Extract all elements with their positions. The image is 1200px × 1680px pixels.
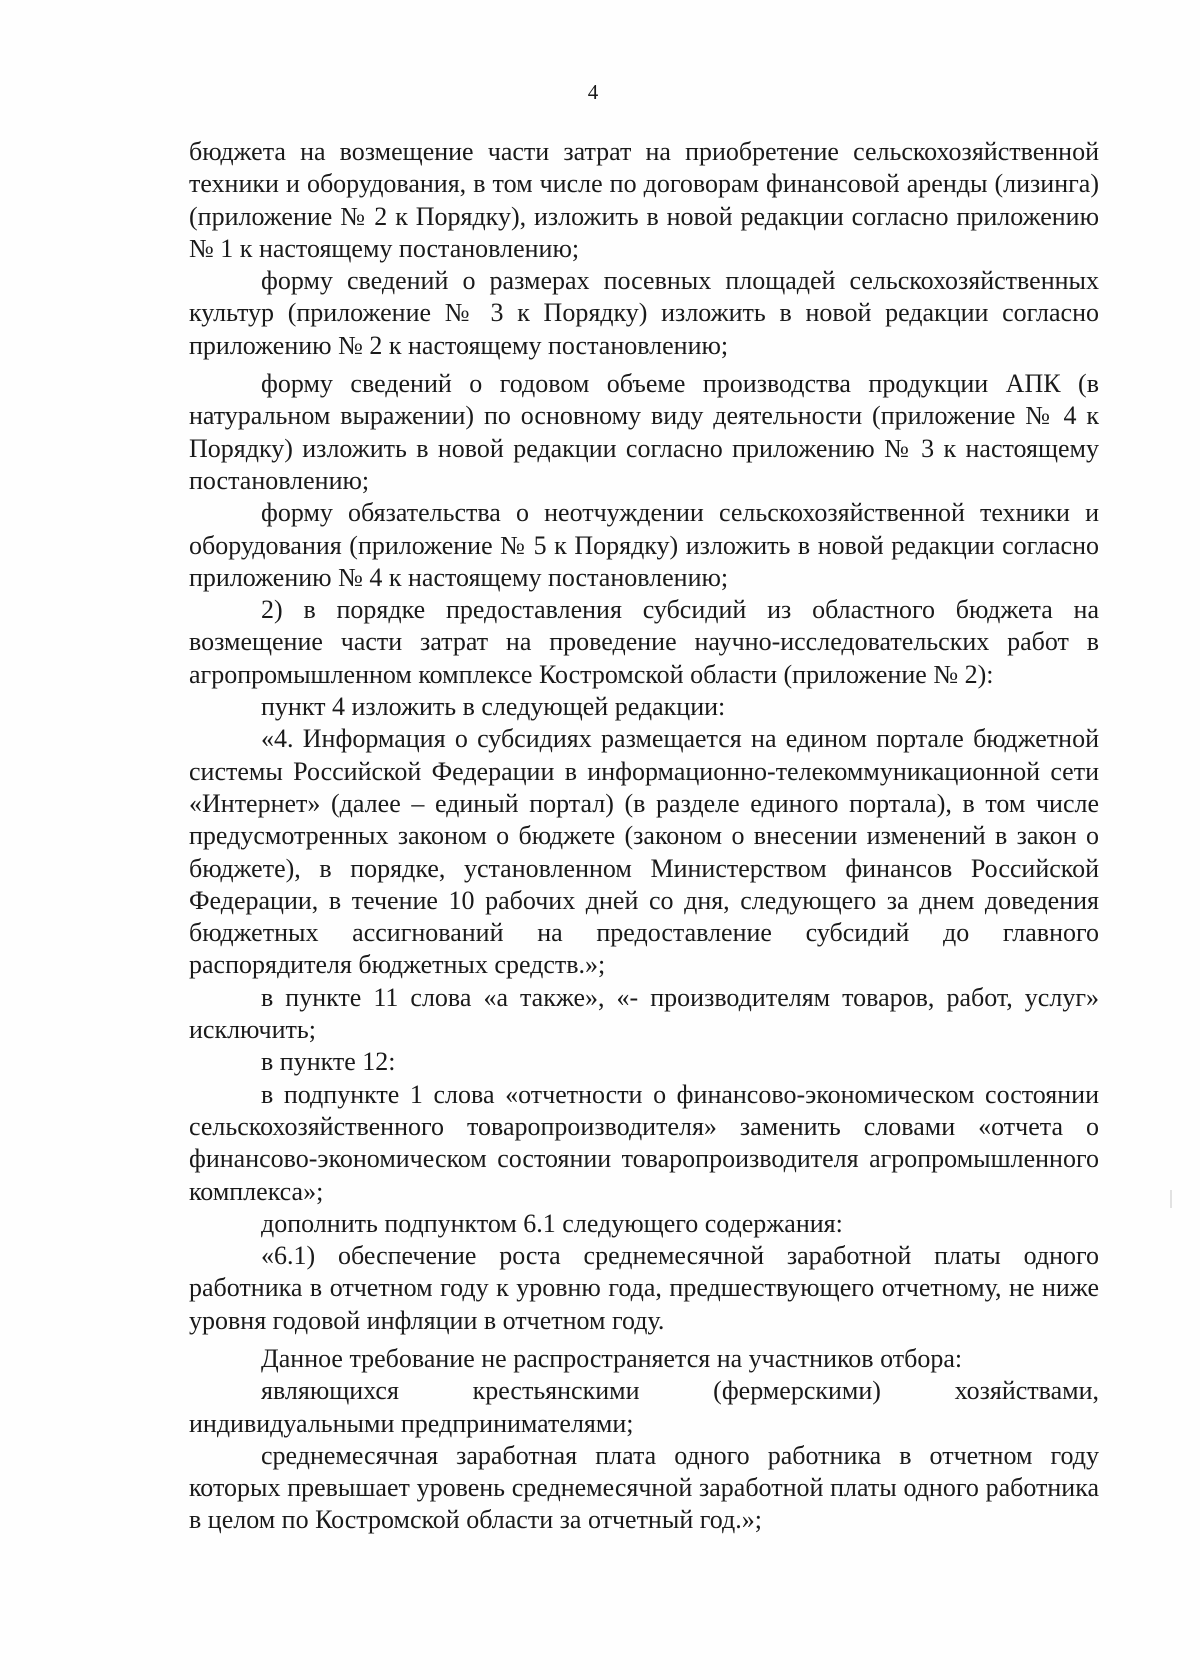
paragraph-1: бюджета на возмещение части затрат на приобретение сельскохозяйственной техники и оборудования, в том числе по договорам финансовой аренды (лизинга) (приложение № 2 к Порядку), изложить в новой редакции согласно приложению № 1 к настоящему постановлению;	[189, 137, 1099, 263]
paragraph-11: дополнить подпунктом 6.1 следующего содержания:	[261, 1208, 843, 1238]
paragraph-10: в подпункте 1 слова «отчетности о финансово-экономическом состоянии сельскохозяйственного товаропроизводителя» заменить словами «отчета о финансово-экономическом состоянии товаропроизводителя агропромышленного комплекса»;	[189, 1079, 1099, 1206]
paragraph-14: являющихся крестьянскими (фермерскими) хозяйствами, индивидуальными предпринимателями;	[189, 1376, 1099, 1438]
paragraph-9: в пункте 12:	[261, 1047, 396, 1077]
paragraph-15: среднемесячная заработная плата одного работника в отчетном году которых превышает уровень среднемесячной заработной платы одного работника в целом по Костромской области за отчетный год.»;	[189, 1440, 1099, 1535]
paragraph-13: Данное требование не распространяется на участников отбора:	[261, 1343, 963, 1373]
paragraph-7: «4. Информация о субсидиях размещается на едином портале бюджетной системы Российской Федерации в информационно-телекоммуникационной сети «Интернет» (далее – единый портал) (в разделе единого портала), в том числе предусмотренных законом о бюджете (законом о внесении изменений в закон о бюджете), в порядке, установленном Министерством финансов Российской Федерации, в течение 10 рабочих дней со дня, следующего за днем доведения бюджетных ассигнований на предоставление субсидий до главного распорядителя бюджетных средств.»;	[189, 724, 1099, 980]
paragraph-5: 2) в порядке предоставления субсидий из областного бюджета на возмещение части затрат на проведение научно-исследовательских работ в агропромышленном комплексе Костромской области (приложение № 2):	[189, 595, 1099, 689]
paragraph-8: в пункте 11 слова «а также», «- производителям товаров, работ, услуг» исключить;	[189, 982, 1099, 1045]
scan-artifact	[1170, 1190, 1172, 1208]
paragraph-12: «6.1) обеспечение роста среднемесячной заработной платы одного работника в отчетном году к уровню года, предшествующего отчетному, не ниже уровня годовой инфляции в отчетном году.	[189, 1241, 1099, 1335]
document-body	[189, 136, 1099, 1537]
paragraph-4: форму обязательства о неотчуждении сельскохозяйственной техники и оборудования (приложение № 5 к Порядку) изложить в новой редакции согласно приложению № 4 к настоящему постановлению;	[189, 498, 1099, 592]
paragraph-3: форму сведений о годовом объеме производства продукции АПК (в натуральном выражении) по основному виду деятельности (приложение № 4 к Порядку) изложить в новой редакции согласно приложению № 3 к настоящему постановлению;	[189, 369, 1099, 495]
paragraph-6: пункт 4 изложить в следующей редакции:	[261, 692, 726, 722]
page-number: 4	[587, 80, 599, 104]
paragraph-2: форму сведений о размерах посевных площадей сельскохозяйственных культур (приложение № 3 к Порядку) изложить в новой редакции согласно приложению № 2 к настоящему постановлению;	[189, 266, 1099, 360]
